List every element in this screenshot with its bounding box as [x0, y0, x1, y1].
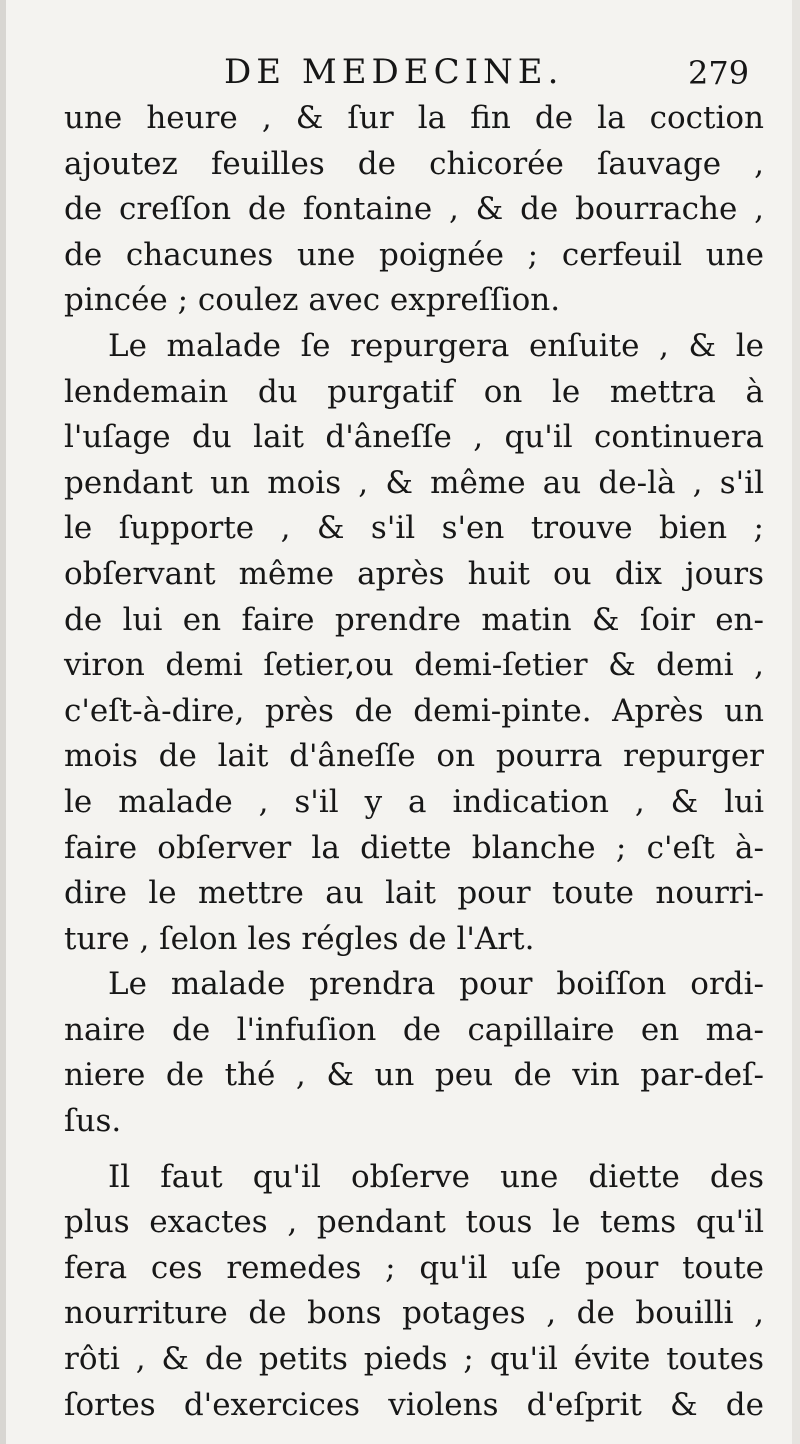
running-title: DE MEDECINE.: [224, 52, 564, 92]
text-line: de lui en faire prendre matin & ſoir en-: [64, 601, 764, 638]
text-line: viron demi ſetier,ou demi-ſetier & demi ,: [64, 647, 764, 684]
text-line: naire de l'infuſion de capillaire en ma-: [64, 1011, 764, 1048]
text-line: ajoutez feuilles de chicorée ſauvage ,: [64, 145, 764, 182]
text-line: une heure , & ſur la fin de la coction: [64, 100, 764, 136]
body-text: [64, 96, 764, 1428]
text-line: rôti , & de petits pieds ; qu'il évite toutes: [64, 1341, 764, 1378]
text-line: nourriture de bons potages , de bouilli ,: [64, 1295, 764, 1332]
text-line: le ſupporte , & s'il s'en trouve bien ;: [64, 510, 764, 547]
paragraph-diette: [64, 1155, 764, 1429]
text-line: dire le mettre au lait pour toute nourri-: [64, 875, 764, 912]
text-line: l'uſage du lait d'âneſſe , qu'il continuera: [64, 419, 764, 456]
paragraph-gap: [64, 1145, 764, 1155]
paragraph-continuation: [64, 96, 764, 324]
text-line: ſus.: [64, 1103, 122, 1140]
text-line: c'eſt-à-dire, près de demi-pinte. Après un: [64, 692, 764, 729]
text-line: pincée ; coulez avec expreſſion.: [64, 282, 561, 319]
paragraph-boisson: [64, 962, 764, 1144]
text-line: Le malade ſe repurgera enſuite , & le: [108, 327, 764, 364]
text-line: mois de lait d'âneſſe on pourra repurger: [64, 738, 764, 775]
text-line: Il faut qu'il obſerve une diette des: [108, 1158, 764, 1195]
text-line: de chacunes une poignée ; cerfeuil une: [64, 236, 764, 273]
running-head: [6, 48, 800, 96]
text-line: fera ces remedes ; qu'il uſe pour toute: [64, 1249, 764, 1286]
text-line: lendemain du purgatif on le mettra à: [64, 373, 764, 410]
page-number: 279: [688, 54, 750, 92]
text-line: ture , ſelon les régles de l'Art.: [64, 920, 535, 957]
paragraph-repurgera: [64, 324, 764, 962]
text-line: ſortes d'exercices violens d'eſprit & de: [64, 1386, 764, 1423]
text-line: faire obſerver la diette blanche ; c'eſt à-: [64, 829, 764, 866]
text-line: niere de thé , & un peu de vin par-deſ-: [64, 1057, 764, 1094]
text-line: le malade , s'il y a indication , & lui: [64, 783, 764, 820]
text-line: obſervant même après huit ou dix jours: [64, 555, 764, 592]
text-line: pendant un mois , & même au de-là , s'il: [64, 464, 764, 501]
text-line: Le malade prendra pour boiſſon ordi-: [108, 966, 764, 1003]
text-line: de creſſon de fontaine , & de bourrache ,: [64, 191, 764, 228]
text-line: plus exactes , pendant tous le tems qu'il: [64, 1204, 764, 1241]
